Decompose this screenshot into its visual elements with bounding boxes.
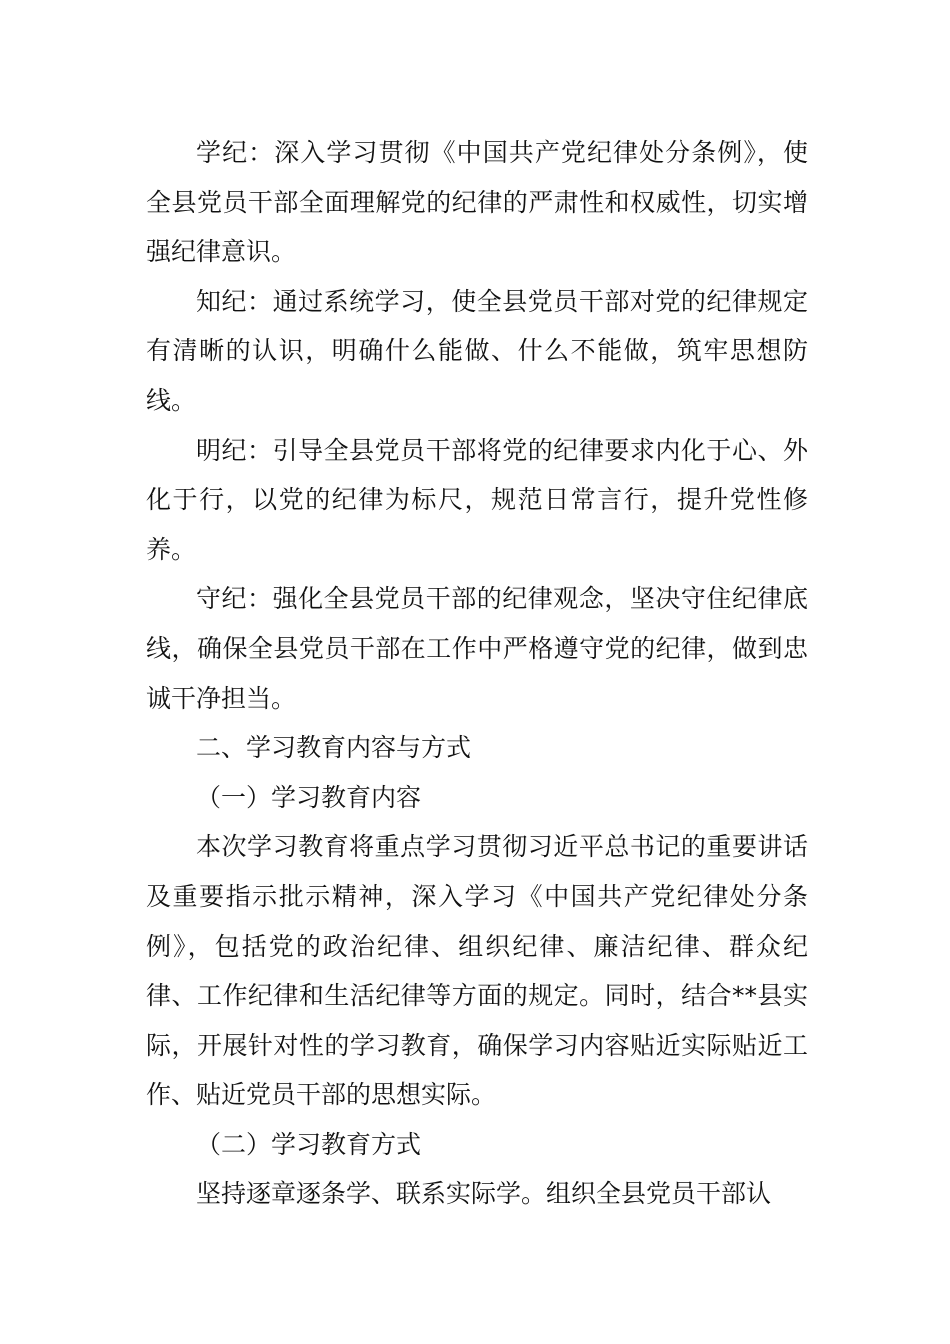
- document-body: [146, 128, 808, 1219]
- paragraph-shouji: 守纪：强化全县党员干部的纪律观念，坚决守住纪律底线，确保全县党员干部在工作中严格遵守党的纪律，做到忠诚干净担当。: [146, 584, 808, 713]
- paragraph-mingji: 明纪：引导全县党员干部将党的纪律要求内化于心、外化于行，以党的纪律为标尺，规范日常言行，提升党性修养。: [146, 435, 808, 564]
- subsection-heading-content: （一）学习教育内容: [196, 782, 422, 812]
- paragraph-xueji: 学纪：深入学习贯彻《中国共产党纪律处分条例》，使全县党员干部全面理解党的纪律的严肃性和权威性，切实增强纪律意识。: [146, 138, 808, 267]
- subsection-heading-method: （二）学习教育方式: [196, 1129, 422, 1159]
- paragraph-content: 本次学习教育将重点学习贯彻习近平总书记的重要讲话及重要指示批示精神，深入学习《中国共产党纪律处分条例》，包括党的政治纪律、组织纪律、廉洁纪律、群众纪律、工作纪律和生活纪律等方面的规定。同时，结合**县实际，开展针对性的学习教育，确保学习内容贴近实际贴近工作、贴近党员干部的思想实际。: [146, 832, 808, 1110]
- section-heading: 二、学习教育内容与方式: [196, 733, 472, 763]
- paragraph-zhiji: 知纪：通过系统学习，使全县党员干部对党的纪律规定有清晰的认识，明确什么能做、什么不能做，筑牢思想防线。: [146, 286, 808, 415]
- paragraph-method: 坚持逐章逐条学、联系实际学。组织全县党员干部认: [196, 1179, 772, 1209]
